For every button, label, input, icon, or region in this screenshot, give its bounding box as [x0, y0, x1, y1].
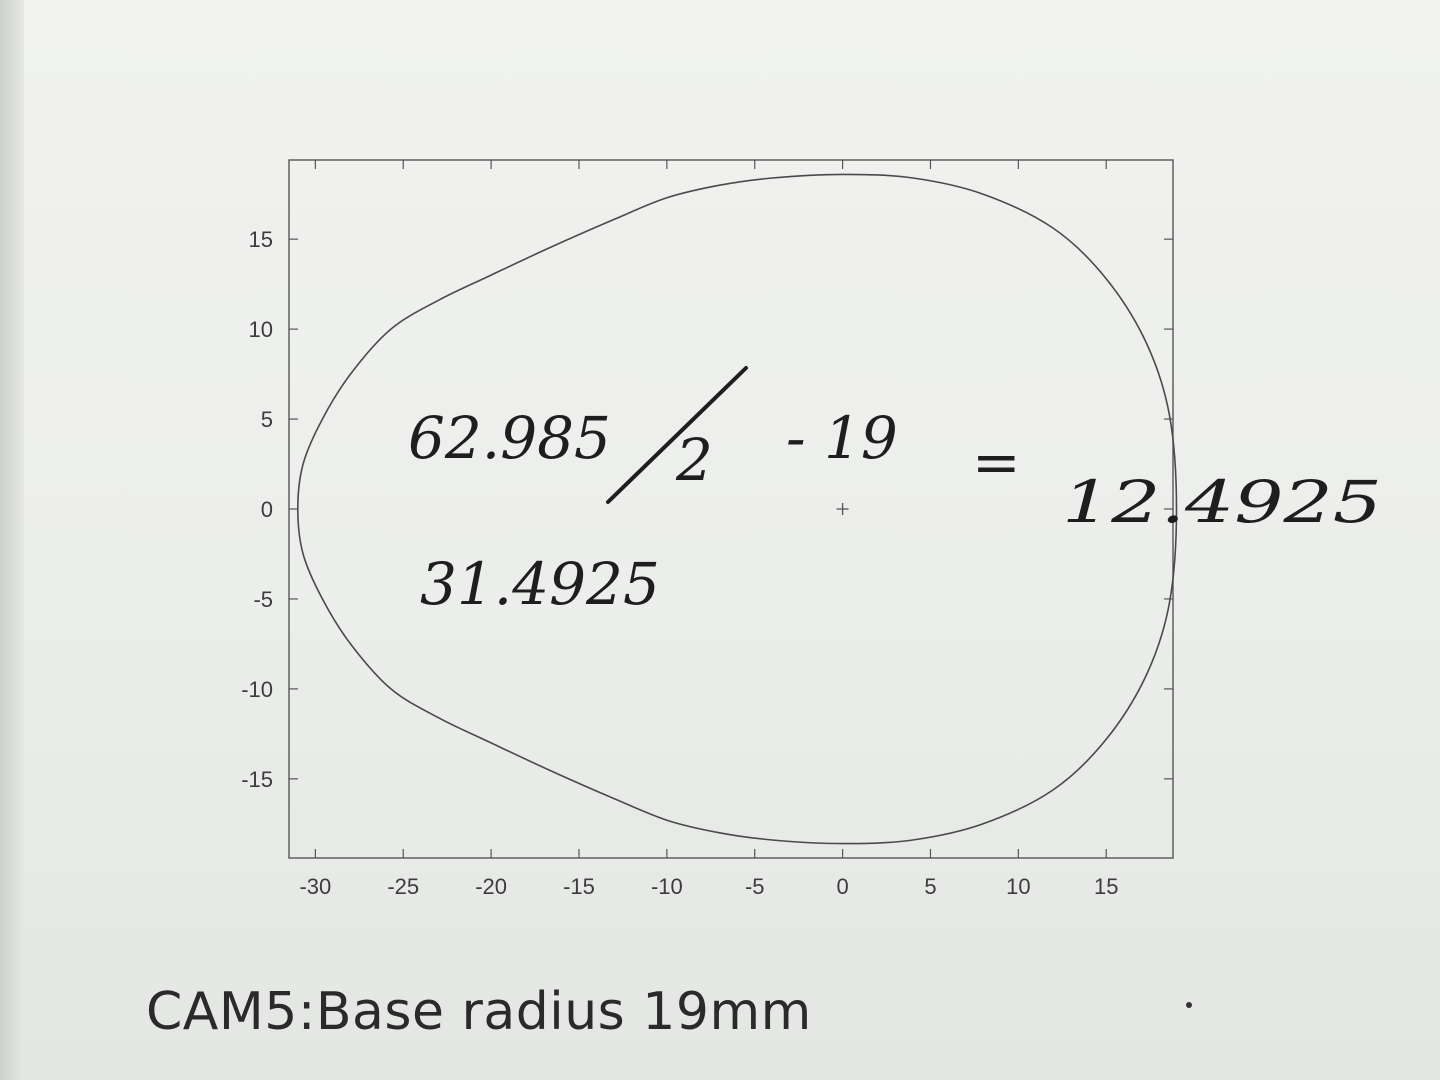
plot-frame: [289, 160, 1173, 858]
x-tick-label: -10: [650, 874, 683, 899]
handwritten-divisor: 2: [676, 426, 713, 494]
x-tick-label: 0: [836, 874, 849, 899]
axes-frame: [289, 160, 1173, 858]
handwritten-result: 12.4925: [1062, 468, 1382, 536]
y-tick-label: -5: [253, 586, 273, 612]
x-tick-label: 10: [1006, 874, 1031, 899]
x-tick-label: -5: [744, 874, 765, 899]
y-tick-label: 0: [260, 497, 273, 522]
y-tick-label: 10: [248, 317, 273, 343]
figure-caption: CAM5:Base radius 19mm: [146, 982, 812, 1042]
handwritten-equals: =: [972, 428, 1021, 496]
handwritten-minus-19: - 19: [786, 404, 898, 472]
x-tick-label: -30: [299, 874, 332, 899]
x-tick-label: -15: [563, 874, 595, 899]
handwritten-second-line: 31.4925: [420, 550, 660, 618]
x-tick-label: -20: [475, 874, 508, 899]
center-marker: [837, 503, 849, 515]
y-tick-label: -10: [241, 676, 273, 702]
x-tick-label: 15: [1093, 874, 1119, 899]
axis-ticks: [241, 160, 1173, 899]
handwritten-equation: [408, 368, 1382, 618]
y-tick-label: 5: [260, 407, 273, 433]
ink-speck: [1186, 1002, 1192, 1008]
y-tick-label: -15: [241, 766, 273, 792]
y-tick-label: 15: [248, 227, 273, 253]
handwritten-dividend: 62.985: [408, 404, 611, 472]
cam-profile-curve: [298, 174, 1177, 843]
x-tick-label: 5: [924, 874, 937, 899]
x-tick-label: -25: [387, 874, 420, 899]
